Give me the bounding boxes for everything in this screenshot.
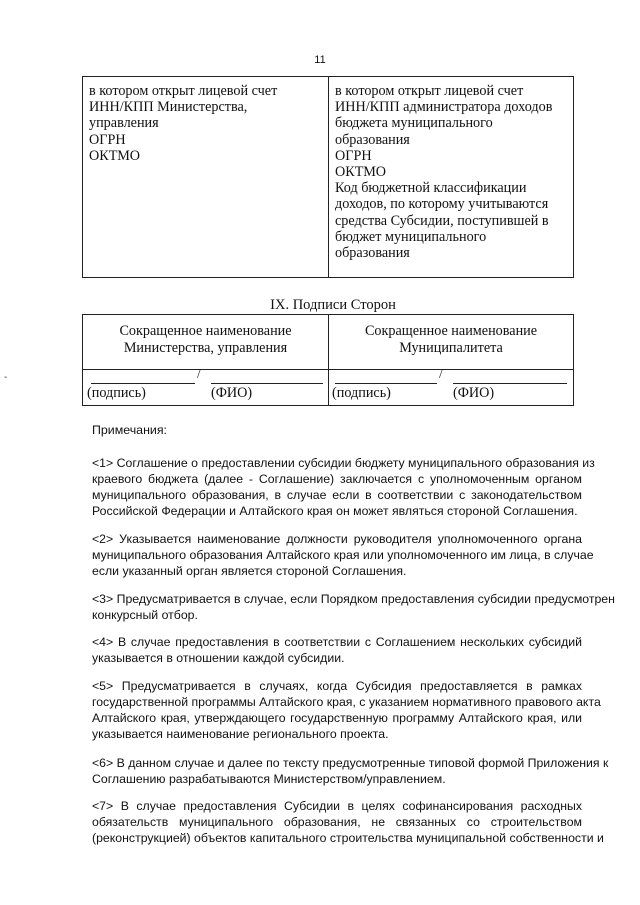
requisites-line: в котором открыт лицевой счет [89, 83, 278, 99]
name-label: (ФИО) [211, 385, 253, 401]
signature-divider [83, 369, 328, 370]
signature-slash: / [197, 366, 201, 381]
requisites-line: Код бюджетной классификации [335, 180, 527, 197]
requisites-line: ИНН/КПП Министерства, [89, 99, 248, 116]
note-line: (реконструкцией) объектов капитального строительства муниципальной собственности и [92, 831, 604, 845]
note-line: <5> Предусматривается в случаях, когда Субсидия предоставляется в рамках [92, 679, 582, 693]
note-line: Алтайского края, утверждающего государственную программу Алтайского края, или [92, 711, 582, 725]
signature-title-line: Сокращенное наименование [364, 323, 538, 339]
requisites-municipality-cell [329, 77, 573, 277]
signature-title-line: Сокращенное наименование [119, 323, 292, 339]
note-2 [92, 531, 594, 579]
note-line: <4> В случае предоставления в соответствии с Соглашением нескольких субсидий [92, 635, 582, 649]
note-line: <1> Соглашение о предоставлении субсидии бюджету муниципального образования из [92, 456, 595, 470]
signature-title-line: Муниципалитета [399, 340, 503, 356]
page-number: 11 [314, 54, 326, 66]
requisites-line: средства Субсидии, поступившей в [335, 212, 549, 229]
note-line: <3> Предусматривается в случае, если Порядком предоставления субсидии предусмотрен [92, 592, 615, 606]
signature-municipality-column [329, 315, 573, 405]
requisites-line: ОГРН [335, 147, 372, 164]
note-line: обязательств муниципального образования, не связанных со строительством [92, 815, 582, 829]
requisites-ministry-cell [83, 77, 329, 277]
note-line: если указанный орган является стороной Соглашения. [92, 564, 407, 578]
name-label: (ФИО) [453, 385, 495, 401]
note-7 [92, 798, 604, 846]
note-line: <2> Указывается наименование должности руководителя уполномоченного органа [92, 532, 582, 546]
name-line [211, 383, 323, 384]
requisites-line: в котором открыт лицевой счет [335, 83, 524, 99]
note-line: указывается в отношении каждой субсидии. [92, 651, 345, 665]
note-6 [92, 755, 609, 787]
signature-line [335, 383, 437, 384]
signature-ministry-column [83, 315, 329, 405]
note-line: <7> В случае предоставления Субсидии в целях софинансирования расходных [92, 799, 582, 813]
note-line: указывается наименование регионального проекта. [92, 727, 389, 741]
note-line: государственной программы Алтайского края, с указанием нормативного правового акта [92, 695, 601, 709]
signature-municipality-title [329, 323, 573, 357]
requisites-line: ОГРН [89, 131, 126, 148]
requisites-line: бюджета муниципального [335, 115, 493, 132]
name-line [453, 383, 567, 384]
note-line: муниципального образования Алтайского края или уполномоченного им лица, в случае [92, 548, 594, 562]
signature-ministry-title [83, 323, 328, 357]
signature-line [91, 383, 195, 384]
note-line: Соглашению разрабатываются Министерством/управлением. [92, 772, 446, 786]
note-1 [92, 455, 595, 519]
requisites-line: бюджет муниципального [335, 228, 487, 245]
requisites-line: управления [89, 115, 159, 132]
requisites-line: образования [335, 245, 410, 262]
notes-title: Примечания: [92, 423, 167, 437]
signature-divider [329, 369, 573, 370]
margin-mark: - [4, 372, 8, 383]
note-5 [92, 678, 601, 742]
requisites-line: ИНН/КПП администратора доходов [335, 99, 553, 116]
requisites-line: образования [335, 131, 410, 148]
requisites-line: доходов, по которому учитываются [335, 196, 549, 213]
signature-title-line: Министерства, управления [123, 340, 288, 356]
note-line: муниципального образования, в случае если в соответствии с законодательством [92, 488, 582, 502]
section-heading-signatures: IX. Подписи Сторон [270, 297, 396, 313]
note-4 [92, 634, 582, 666]
note-3 [92, 591, 615, 623]
requisites-line: ОКТМО [335, 164, 387, 181]
requisites-line: ОКТМО [89, 147, 141, 164]
note-line: Российской Федерации и Алтайского края он может являться стороной Соглашения. [92, 504, 578, 518]
note-line: конкурсный отбор. [92, 608, 198, 622]
signature-slash: / [439, 366, 443, 381]
signature-label: (подпись) [87, 385, 146, 401]
note-line: краевого бюджета (далее - Соглашение) заключается с уполномоченным органом [92, 472, 582, 486]
note-line: <6> В данном случае и далее по тексту предусмотренные типовой формой Приложения к [92, 756, 609, 770]
signatures-table [82, 314, 574, 406]
signature-label: (подпись) [332, 385, 391, 401]
requisites-table [82, 76, 574, 278]
